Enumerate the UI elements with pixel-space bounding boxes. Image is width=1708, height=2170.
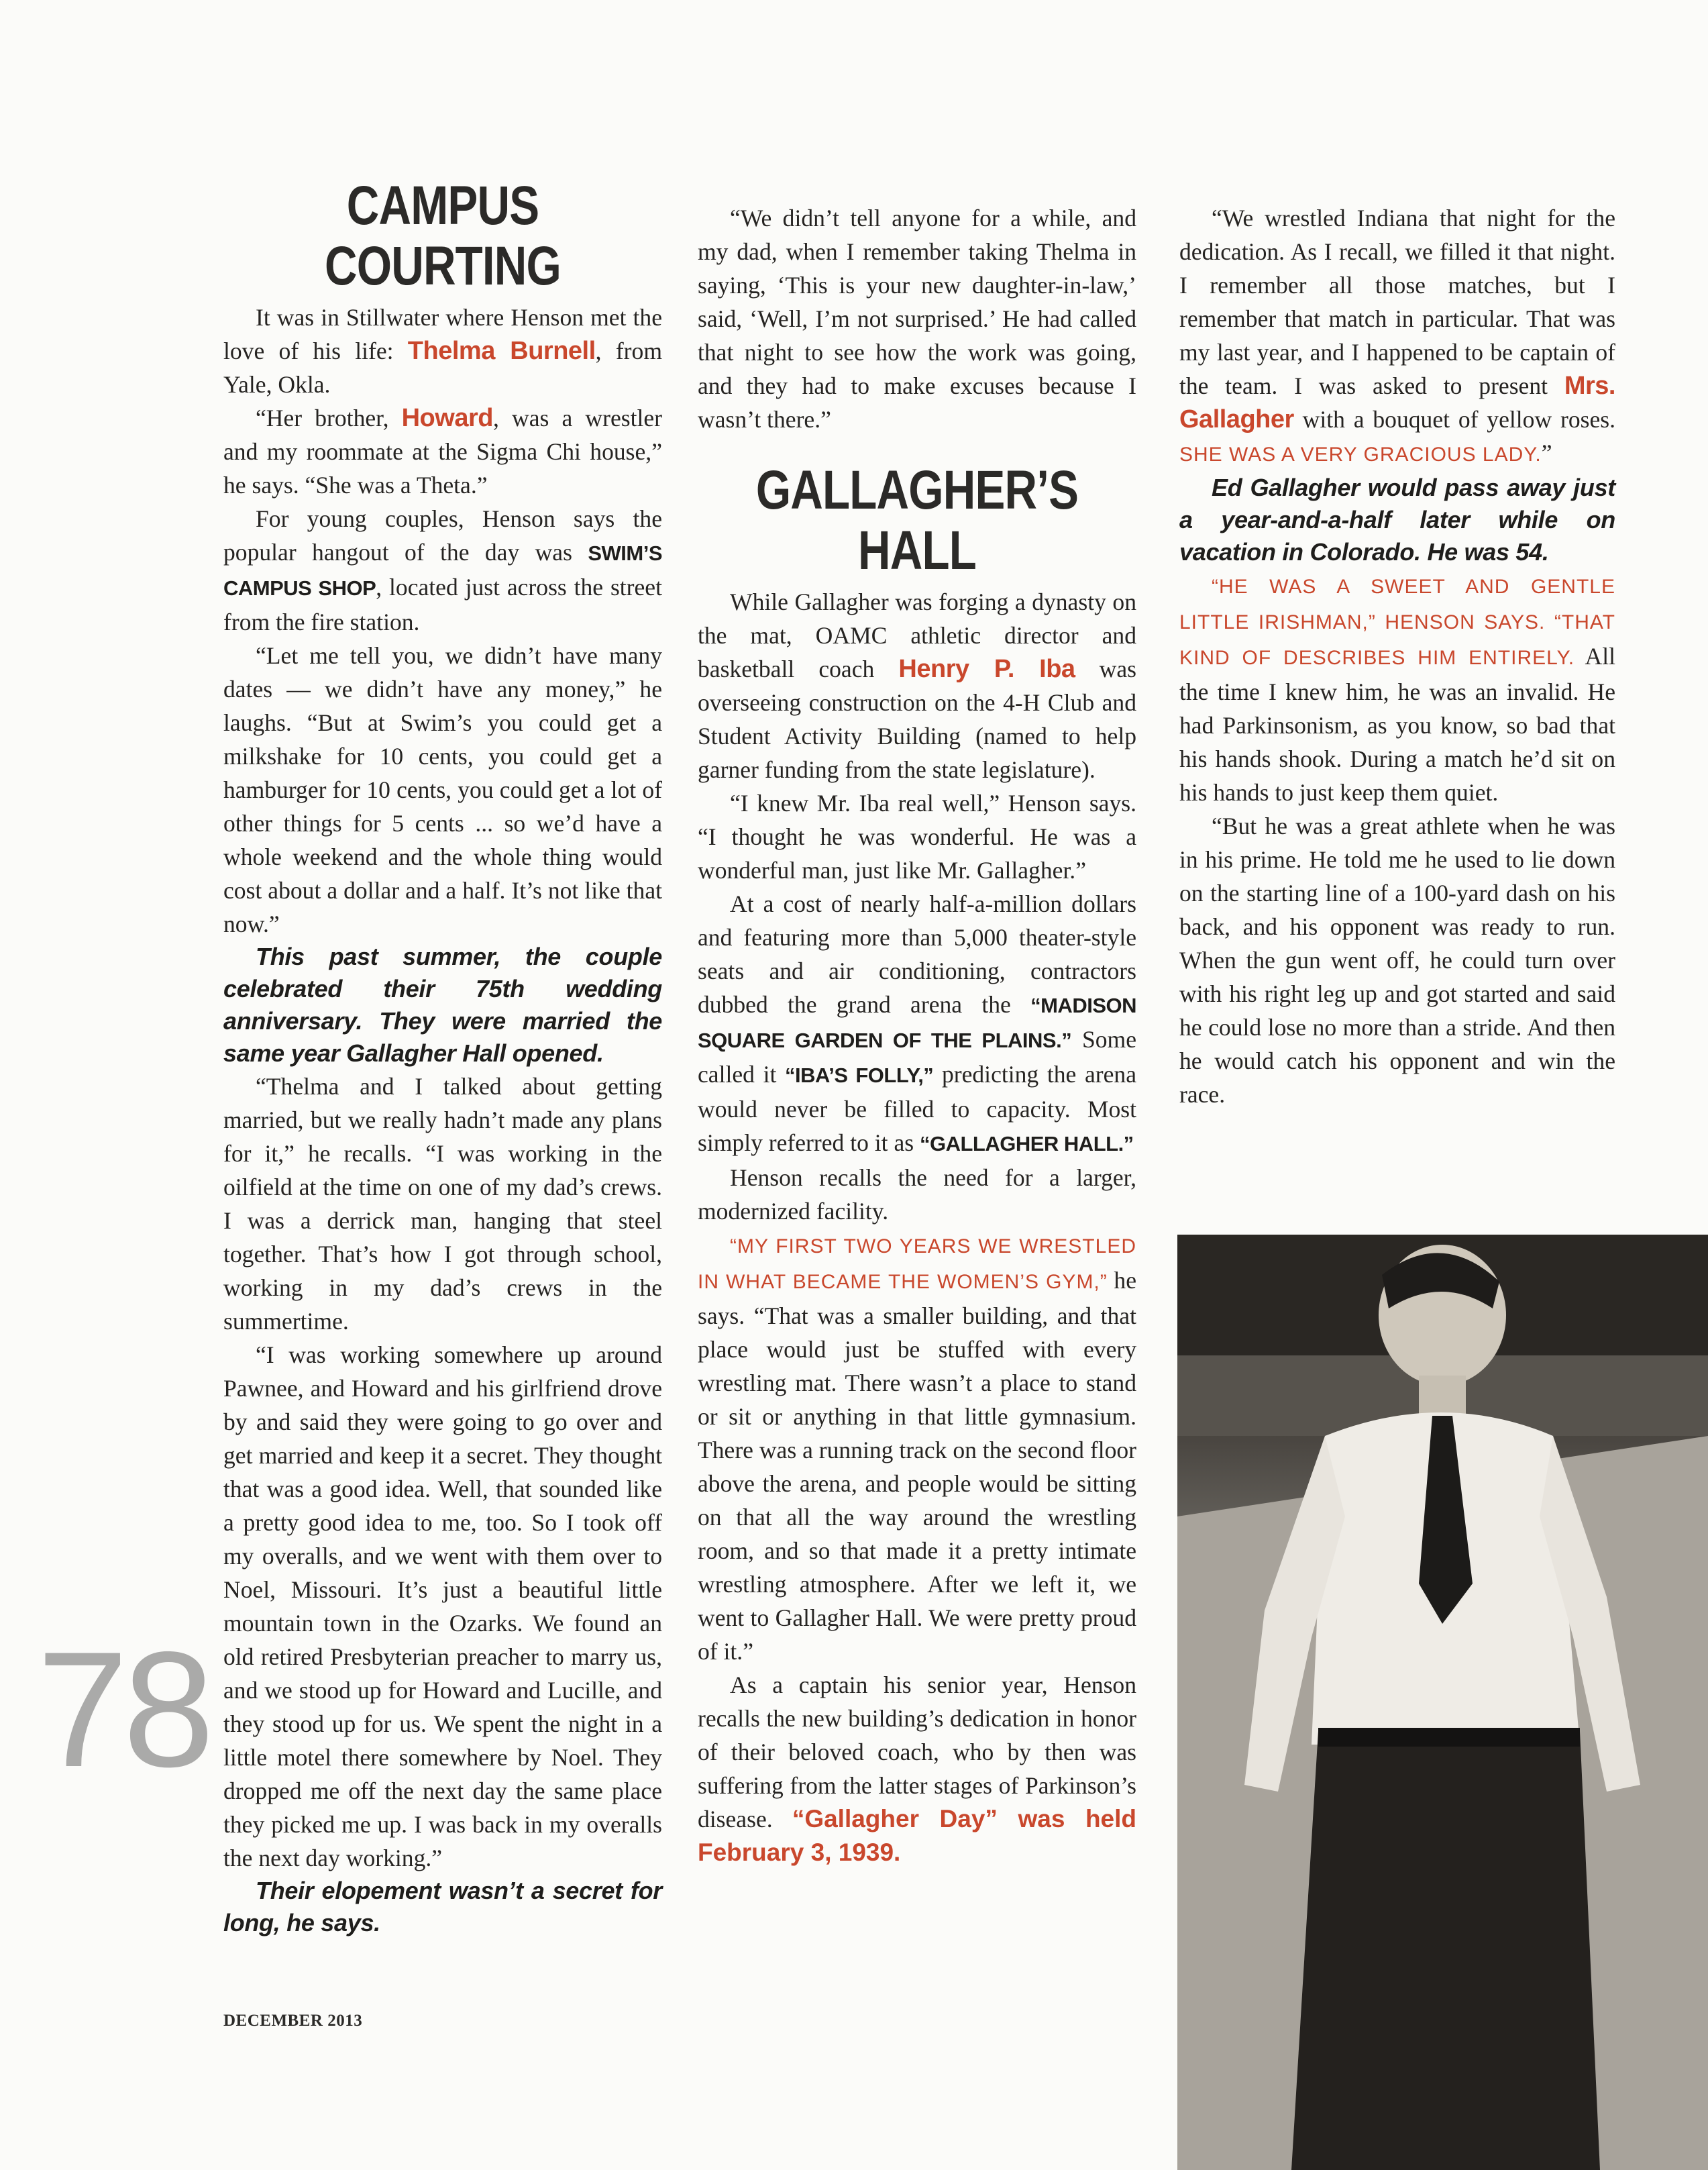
text: , was a wrestler and my roommate at the Sigma Chi house,” he says. “She was a Theta.” (223, 405, 662, 499)
paragraph (698, 887, 1136, 1161)
paragraph (698, 1228, 1136, 1668)
paragraph (223, 401, 662, 502)
text: ” (1541, 440, 1552, 466)
page-number: 78 (37, 1617, 209, 1801)
text: predicting the arena would never be filled to capacity. Most simply referred to it as (698, 1061, 1137, 1156)
highlight-quote: “MY FIRST TWO YEARS WE WRESTLED IN WHAT BECAME THE WOMEN’S GYM,” (698, 1235, 1136, 1293)
bold-caps-text: “IBA’S FOLLY,” (785, 1064, 934, 1087)
paragraph (1179, 568, 1615, 809)
highlight-date: “Gallagher Day” was held February 3, 1939. (698, 1805, 1137, 1866)
highlight-name: Mrs. Gallagher (1179, 372, 1615, 433)
italic-lead-paragraph: Ed Gallagher would pass away just a year-and-a-half later while on vacation in Colorado. He was 54. (1179, 474, 1615, 566)
paragraph (1179, 201, 1615, 472)
highlight-name: Howard (401, 404, 493, 432)
paragraph: Henson recalls the need for a larger, modernized facility. (698, 1164, 1136, 1225)
paragraph: “But he was a great athlete when he was in his prime. He told me he used to lie down on the starting line of a 100-yard dash on his back, and his opponent was ready to run. When the gun went off, he could turn over with his right leg up and got started and said he could lose no more than a stride. And then he would catch his opponent and win the race. (1179, 813, 1615, 1108)
text: “We wrestled Indiana that night for the dedication. As I recall, we filled it that night. I remember all those matches, but I remember that match in particular. That was my last year, and I happened to be captain of the team. I was asked to present (1179, 205, 1615, 399)
paragraph (698, 1668, 1136, 1869)
text: “Her brother, (256, 405, 402, 431)
paragraph: “Let me tell you, we didn’t have many dates — we didn’t have any money,” he laughs. “But at Swim’s you could get a milkshake for 10 cents, you could get a hamburger for 10 cents, you could get a lot of other things for 5 cents ... so we’d have a whole weekend and the whole thing would cost about a dollar and a half. It’s not like that now.” (223, 642, 662, 937)
text: Some called it (698, 1026, 1136, 1088)
paragraph: “I was working somewhere up around Pawnee, and Howard and his girlfriend drove by and said they were going to go over and get married and keep it a secret. They thought that was a good idea. Well, that sounded like a pretty good idea to me, too. So I took off my overalls, and we went with them over to Noel, Missouri. It’s just a beautiful little mountain town in the Ozarks. We found an old retired Presbyterian preacher to marry us, and we stood up for Howard and Lucille, and they stood up for us. We spent the night in a little motel there somewhere by Noel. They dropped me off the next day the same place they picked me up. I was back in my overalls the next day working.” (223, 1341, 662, 1871)
text: All the time I knew him, he was an invalid. He had Parkinsonism, as you know, so bad that his hands shook. During a match he’d sit on his hands to just keep them quiet. (1179, 643, 1615, 806)
text: with a bouquet of yellow roses. (1293, 406, 1615, 433)
italic-lead-paragraph: This past summer, the couple celebrated their 75th wedding anniversary. They were married the same year Gallagher Hall opened. (223, 943, 662, 1067)
text: While Gallagher was forging a dynasty on the mat, OAMC athletic director and basketball coach (698, 588, 1136, 682)
italic-lead-paragraph: Their elopement wasn’t a secret for long, he says. (223, 1877, 662, 1936)
text: It was in Stillwater where Henson met the love of his life: (223, 304, 662, 364)
section-heading-campus-courting: CAMPUS COURTING (324, 175, 562, 297)
paragraph (223, 502, 662, 639)
section-heading-gallaghers-hall: GALLAGHER’S HALL (755, 460, 1079, 581)
text: For young couples, Henson says the popular hangout of the day was (223, 505, 662, 566)
text: As a captain his senior year, Henson recalls the new building’s dedication in honor of their beloved coach, who by then was suffering from the latter stages of Parkinson’s disease. (698, 1671, 1136, 1832)
highlight-quote: “HE WAS A SWEET AND GENTLE LITTLE IRISHMAN,” HENSON SAYS. “THAT KIND OF DESCRIBES HIM ENTIRELY. (1179, 576, 1615, 669)
paragraph (223, 301, 662, 401)
text: was overseeing construction on the 4-H Club and Student Activity Building (named to help garner funding from the state legislature). (698, 656, 1136, 783)
column-1 (223, 176, 662, 1939)
column-3 (1179, 201, 1615, 1111)
bold-caps-text: SWIM’S CAMPUS SHOP (223, 541, 662, 600)
text: he says. “That was a smaller building, and that place would just be stuffed with every wrestling mat. There wasn’t a place to stand or sit or anything in that little gymnasium. There was a running track on the second floor above the arena, and people would be sitting on that all the way around the wrestling room, and so that made it a pretty intimate wrestling atmosphere. After we left it, we went to Gallagher Hall. We were pretty proud of it.” (698, 1267, 1137, 1665)
highlight-quote: SHE WAS A VERY GRACIOUS LADY. (1179, 444, 1542, 466)
paragraph (698, 585, 1136, 786)
paragraph: “I knew Mr. Iba real well,” Henson says. “I thought he was wonderful. He was a wonderful man, just like Mr. Gallagher.” (698, 790, 1136, 884)
bold-caps-text: “MADISON SQUARE GARDEN OF THE PLAINS.” (698, 994, 1136, 1052)
bold-caps-text: “GALLAGHER HALL.” (919, 1132, 1134, 1155)
paragraph: “Thelma and I talked about getting married, but we really hadn’t made any plans for it,” he recalls. “I was working in the oilfield at the time on one of my dad’s crews. I was a derrick man, hanging that steel together. That’s how I got through school, working in my dad’s crews in the summertime. (223, 1073, 662, 1335)
photo-illustration (1177, 1235, 1708, 2170)
text: At a cost of nearly half-a-million dollars and featuring more than 5,000 theater-style seats and air conditioning, contractors dubbed the grand arena the (698, 890, 1136, 1018)
wrestling-coach-photo (1177, 1235, 1708, 2170)
text: , located just across the street from the fire station. (223, 574, 662, 635)
text: , from Yale, Okla. (223, 338, 662, 398)
column-2 (698, 201, 1136, 1869)
paragraph: “We didn’t tell anyone for a while, and my dad, when I remember taking Thelma in saying, ‘This is your new daughter-in-law,’ said, ‘Well, I’m not surprised.’ He had called that night to see how the work was going, and they had to make excuses because I wasn’t there.” (698, 205, 1136, 433)
issue-date-footer: DECEMBER 2013 (223, 2012, 363, 2030)
highlight-name: Henry P. Iba (898, 655, 1075, 683)
highlight-name: Thelma Burnell (407, 337, 596, 365)
